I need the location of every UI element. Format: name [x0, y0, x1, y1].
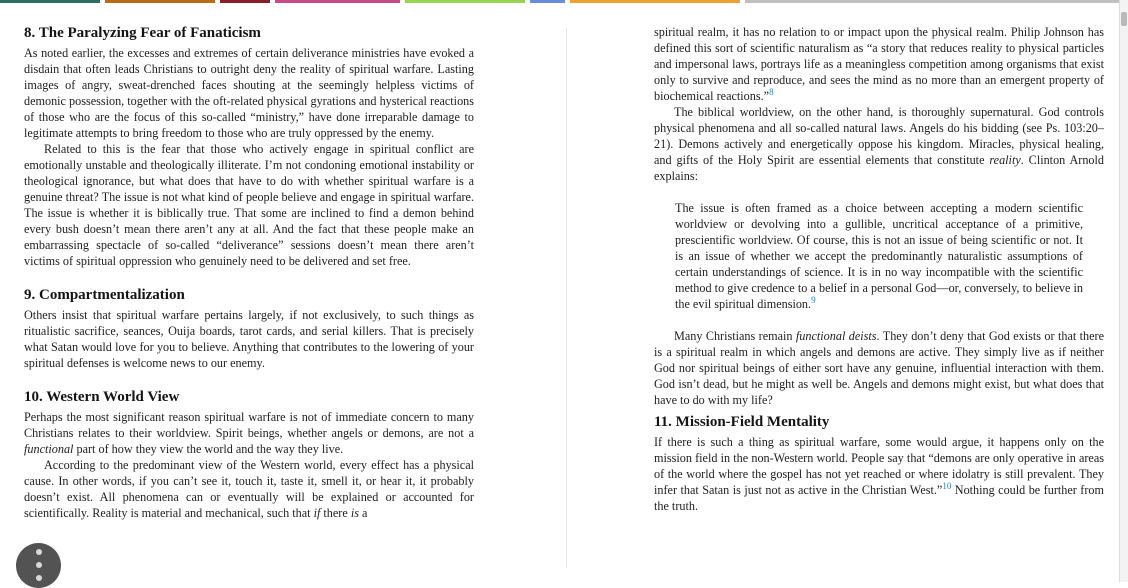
color-stripe-segment [105, 0, 215, 3]
text-run: Related to this is the fear that those who actively engage in spiritual conflict are emotionally unstable and theologically illiterate. I’m not condoning emotional instability or theological ignorance, but what does that have to do with whether spiritual warfare is a genuine threat? The issue is not what kind of people believe and engage in spiritual warfare. The issue is whether it is biblically true. That some are inclined to find a demon behind every bush doesn’t mean there aren’t any at all. And the fact that these people make an embarrassing spectacle of so-called “deliverance” sessions doesn’t mean there aren’t victims of spiritual oppression who genuinely need to be delivered and set free. [24, 142, 474, 268]
text-run: Others insist that spiritual warfare pertains largely, if not exclusively, to such things as ritualistic sacrifice, seances, Ouija boards, tarot cards, and serial killers. That is precisely what Satan would love for you to believe. Anything that contributes to the lowering of your spiritual defenses is welcome news to our enemy. [24, 308, 474, 370]
more-options-button[interactable] [16, 543, 61, 588]
color-stripe-segment [570, 0, 740, 3]
color-stripe-segment [405, 0, 525, 3]
kebab-dot-icon [36, 562, 42, 568]
text-run: Perhaps the most significant reason spiritual warfare is not of immediate concern to many Christians relates to their worldview. Spirit beings, whether angels or demons, are not a [24, 410, 474, 440]
text-run: According to the predominant view of the Western world, every effect has a physical cause. In other words, if you can’t see it, touch it, taste it, smell it, or hear it, it probably doesn’t exist. All phenomena can or eventually will be explained or accounted for scientifically. Reality is material and mechanical, such that [24, 458, 474, 520]
footnote-ref[interactable]: 10 [942, 480, 952, 491]
text-run: there [320, 506, 351, 520]
text-run: . Clinton Arnold explains: [654, 153, 1104, 183]
section-heading: 10. Western World View [24, 389, 180, 405]
section [24, 387, 474, 521]
body-paragraph [654, 24, 1104, 104]
text-run: As noted earlier, the excesses and extremes of certain deliverance ministries have evoked a disdain that often leads Christians to outright deny the reality of spiritual warfare. Lasting images of angry, sweat-drenched faces shouting at the seemingly helpless victims of demonic possession, together with the oft-related physical gyrations and hysterical reactions of those who are the focus of this so-called “ministry,” have done irreparable damage to legitimate attempts to bring freedom to those who are truly oppressed by the enemy. [24, 46, 474, 140]
kebab-dot-icon [36, 575, 42, 581]
footnote-ref[interactable]: 9 [811, 294, 816, 305]
block-quote [675, 200, 1083, 312]
italic-text: functional deists [795, 329, 877, 343]
footnote-ref[interactable]: 8 [769, 86, 774, 97]
color-stripe-segment [275, 0, 400, 3]
kebab-dot-icon [36, 549, 42, 555]
body-paragraph [654, 104, 1104, 184]
body-paragraph [654, 328, 1104, 408]
section-heading: 8. The Paralyzing Fear of Fanaticism [24, 25, 261, 41]
italic-text: reality [989, 153, 1021, 167]
vertical-scrollbar[interactable] [1119, 0, 1128, 582]
body-paragraph [24, 409, 474, 457]
color-stripe-segment [745, 0, 1123, 3]
section-heading: 11. Mission-Field Mentality [654, 414, 830, 430]
body-paragraph [24, 141, 474, 269]
text-run: The issue is often framed as a choice between accepting a modern scientific worldview or devolving into a gullible, uncritical acceptance of a primitive, prescientific worldview. Of course, this is not an issue of being scientific or not. It is an issue of whether we accept the predominantly naturalistic assumptions of certain understandings of science. It is in no way incompatible with the scientific method to give credence to a belief in a personal God—or, conversely, to believe in the evil spiritual dimension. [675, 201, 1083, 311]
text-run: spiritual realm, it has no relation to or impact upon the physical realm. Philip Johnson has defined this sort of scientific naturalism as “a story that reduces reality to physical particles and impersonal laws, portrays life as a meaningless competition among organisms that exist only to survive and reproduce, and sees the mind as no more than an emergent property of biochemical reactions.” [654, 25, 1104, 103]
color-stripe-segment [0, 0, 100, 3]
text-run: . They don’t deny that God exists or that there is a spiritual realm in which angels and demons are active. They simply live as if neither God nor spiritual beings of either sort have any genuine, influential interaction with them. God isn’t dead, but he might as well be. Angels and demons might exist, but what does that have to do with my life? [654, 329, 1105, 407]
text-run: Nothing could be further from the truth. [654, 483, 1104, 513]
section [24, 23, 474, 269]
scrollbar-thumb[interactable] [1121, 12, 1127, 26]
section-heading: 9. Compartmentalization [24, 287, 185, 303]
page-divider [566, 28, 567, 568]
color-stripe-segment [220, 0, 270, 3]
text-run: If there is such a thing as spiritual warfare, some would argue, it happens only on the mission field in the non-Western world. People say that “demons are only operative in areas of the world where the gospel has not yet reached or where idolatry is still prevalent. They infer that Satan is just not as active in the Christian West.” [654, 435, 1104, 497]
body-paragraph [654, 434, 1104, 514]
color-stripe-segment [530, 0, 565, 3]
text-run: part of how they view the world and the way they live. [73, 442, 344, 456]
text-run: The biblical worldview, on the other hand, is thoroughly supernatural. God controls physical phenomena and all so-called natural laws. Angels do his bidding (see Ps. 103:20–21). Demons actively and energetically oppose his kingdom. Miracles, physical healing, and gifts of the Holy Spirit are essential elements that constitute [654, 105, 1104, 167]
body-paragraph [24, 307, 474, 371]
text-run: Many Christians remain [674, 329, 796, 343]
italic-text: functional [24, 442, 74, 456]
text-run: a [358, 506, 368, 520]
italic-text: is [350, 506, 359, 520]
body-paragraph [24, 457, 474, 521]
italic-text: if [313, 506, 321, 520]
color-stripe-bar [0, 0, 1128, 3]
section [24, 285, 474, 371]
right-page-column [654, 24, 1104, 514]
left-page-column [24, 20, 474, 521]
body-paragraph [24, 45, 474, 141]
